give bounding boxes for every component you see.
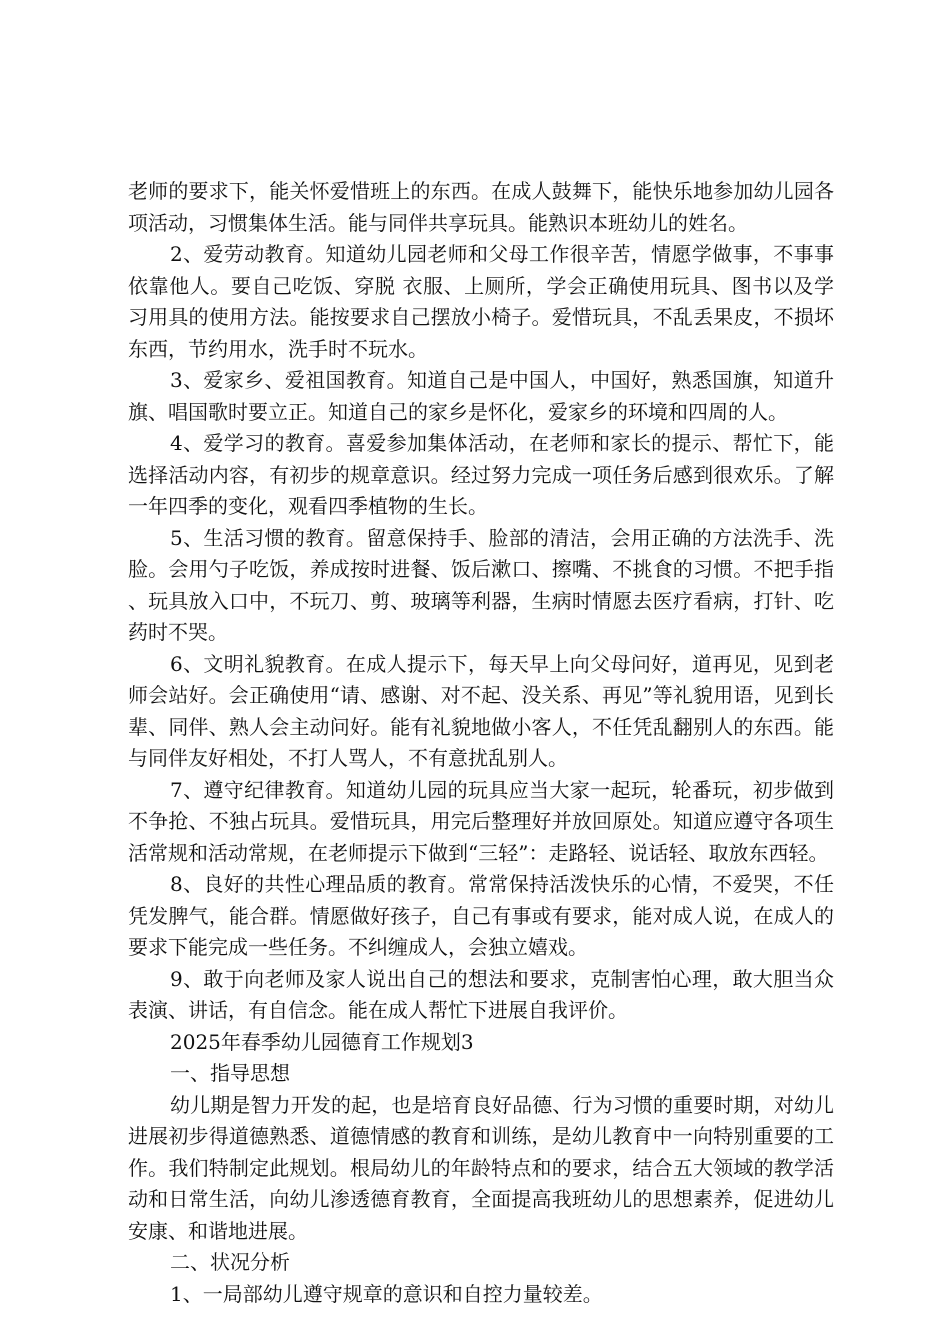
heading-situation-analysis: 二、状况分析 bbox=[170, 1250, 290, 1274]
heading-guiding-ideology: 一、指导思想 bbox=[170, 1061, 290, 1085]
paragraph-labor-education: 2、爱劳动教育。知道幼儿园老师和父母工作很辛苦，情愿学做事，不事事依靠他人。要自己吃饭、穿脱 衣服、上厕所，学会正确使用玩具、图书以及学习用具的使用方法。能按要求自己摆放小椅子。爱惜玩具，不乱丢果皮，不损坏东西，节约用水，洗手时不玩水。 bbox=[128, 242, 834, 361]
paragraph-courage-education: 9、敢于向老师及家人说出自己的想法和要求，克制害怕心理，敢大胆当众表演、讲话，有自信念。能在成人帮忙下进展自我评价。 bbox=[128, 966, 834, 1022]
paragraph-continuation: 老师的要求下，能关怀爱惜班上的东西。在成人鼓舞下，能快乐地参加幼儿园各项活动，习惯集体生活。能与同伴共享玩具。能熟识本班幼儿的姓名。 bbox=[128, 179, 834, 235]
paragraph-habit-education: 5、生活习惯的教育。留意保持手、脸部的清洁，会用正确的方法洗手、洗脸。会用勺子吃饭，养成按时进餐、饭后漱口、擦嘴、不挑食的习惯。不把手指、玩具放入口中，不玩刀、剪、玻璃等利器，生病时情愿去医疗看病，打针、吃药时不哭。 bbox=[128, 525, 834, 644]
paragraph-situation-item-1: 1、一局部幼儿遵守规章的意识和自控力量较差。 bbox=[170, 1281, 603, 1306]
document-page bbox=[128, 176, 834, 1310]
paragraph-courtesy-education: 6、文明礼貌教育。在成人提示下，每天早上向父母问好，道再见，见到老师会站好。会正确使用“请、感谢、对不起、没关系、再见”等礼貌用语，见到长辈、同伴、熟人会主动问好。能有礼貌地做小客人，不任凭乱翻别人的东西。能与同伴友好相处，不打人骂人，不有意扰乱别人。 bbox=[128, 651, 834, 770]
paragraph-learning-education: 4、爱学习的教育。喜爱参加集体活动，在老师和家长的提示、帮忙下，能选择活动内容，有初步的规章意识。经过努力完成一项任务后感到很欢乐。了解一年四季的变化，观看四季植物的生长。 bbox=[128, 431, 834, 518]
paragraph-character-education: 8、良好的共性心理品质的教育。常常保持活泼快乐的心情，不爱哭，不任凭发脾气，能合群。情愿做好孩子，自己有事或有要求，能对成人说，在成人的要求下能完成一些任务。不纠缠成人，会独立嬉戏。 bbox=[128, 872, 834, 959]
paragraph-discipline-education: 7、遵守纪律教育。知道幼儿园的玩具应当大家一起玩，轮番玩，初步做到不争抢、不独占玩具。爱惜玩具，用完后整理好并放回原处。知道应遵守各项生活常规和活动常规，在老师提示下做到“三轻”：走路轻、说话轻、取放东西轻。 bbox=[128, 777, 834, 865]
section-title: 2025年春季幼儿园德育工作规划3 bbox=[170, 1029, 474, 1054]
paragraph-hometown-education: 3、爱家乡、爱祖国教育。知道自己是中国人，中国好，熟悉国旗，知道升旗、唱国歌时要立正。知道自己的家乡是怀化，爱家乡的环境和四周的人。 bbox=[128, 368, 834, 424]
paragraph-guiding-ideology: 幼儿期是智力开发的起，也是培育良好品德、行为习惯的重要时期，对幼儿进展初步得道德熟悉、道德情感的教育和训练，是幼儿教育中一向特别重要的工作。我们特制定此规划。根局幼儿的年龄特点和的要求，结合五大领域的教学活动和日常生活，向幼儿渗透德育教育，全面提高我班幼儿的思想素养，促进幼儿安康、和谐地进展。 bbox=[128, 1092, 834, 1243]
